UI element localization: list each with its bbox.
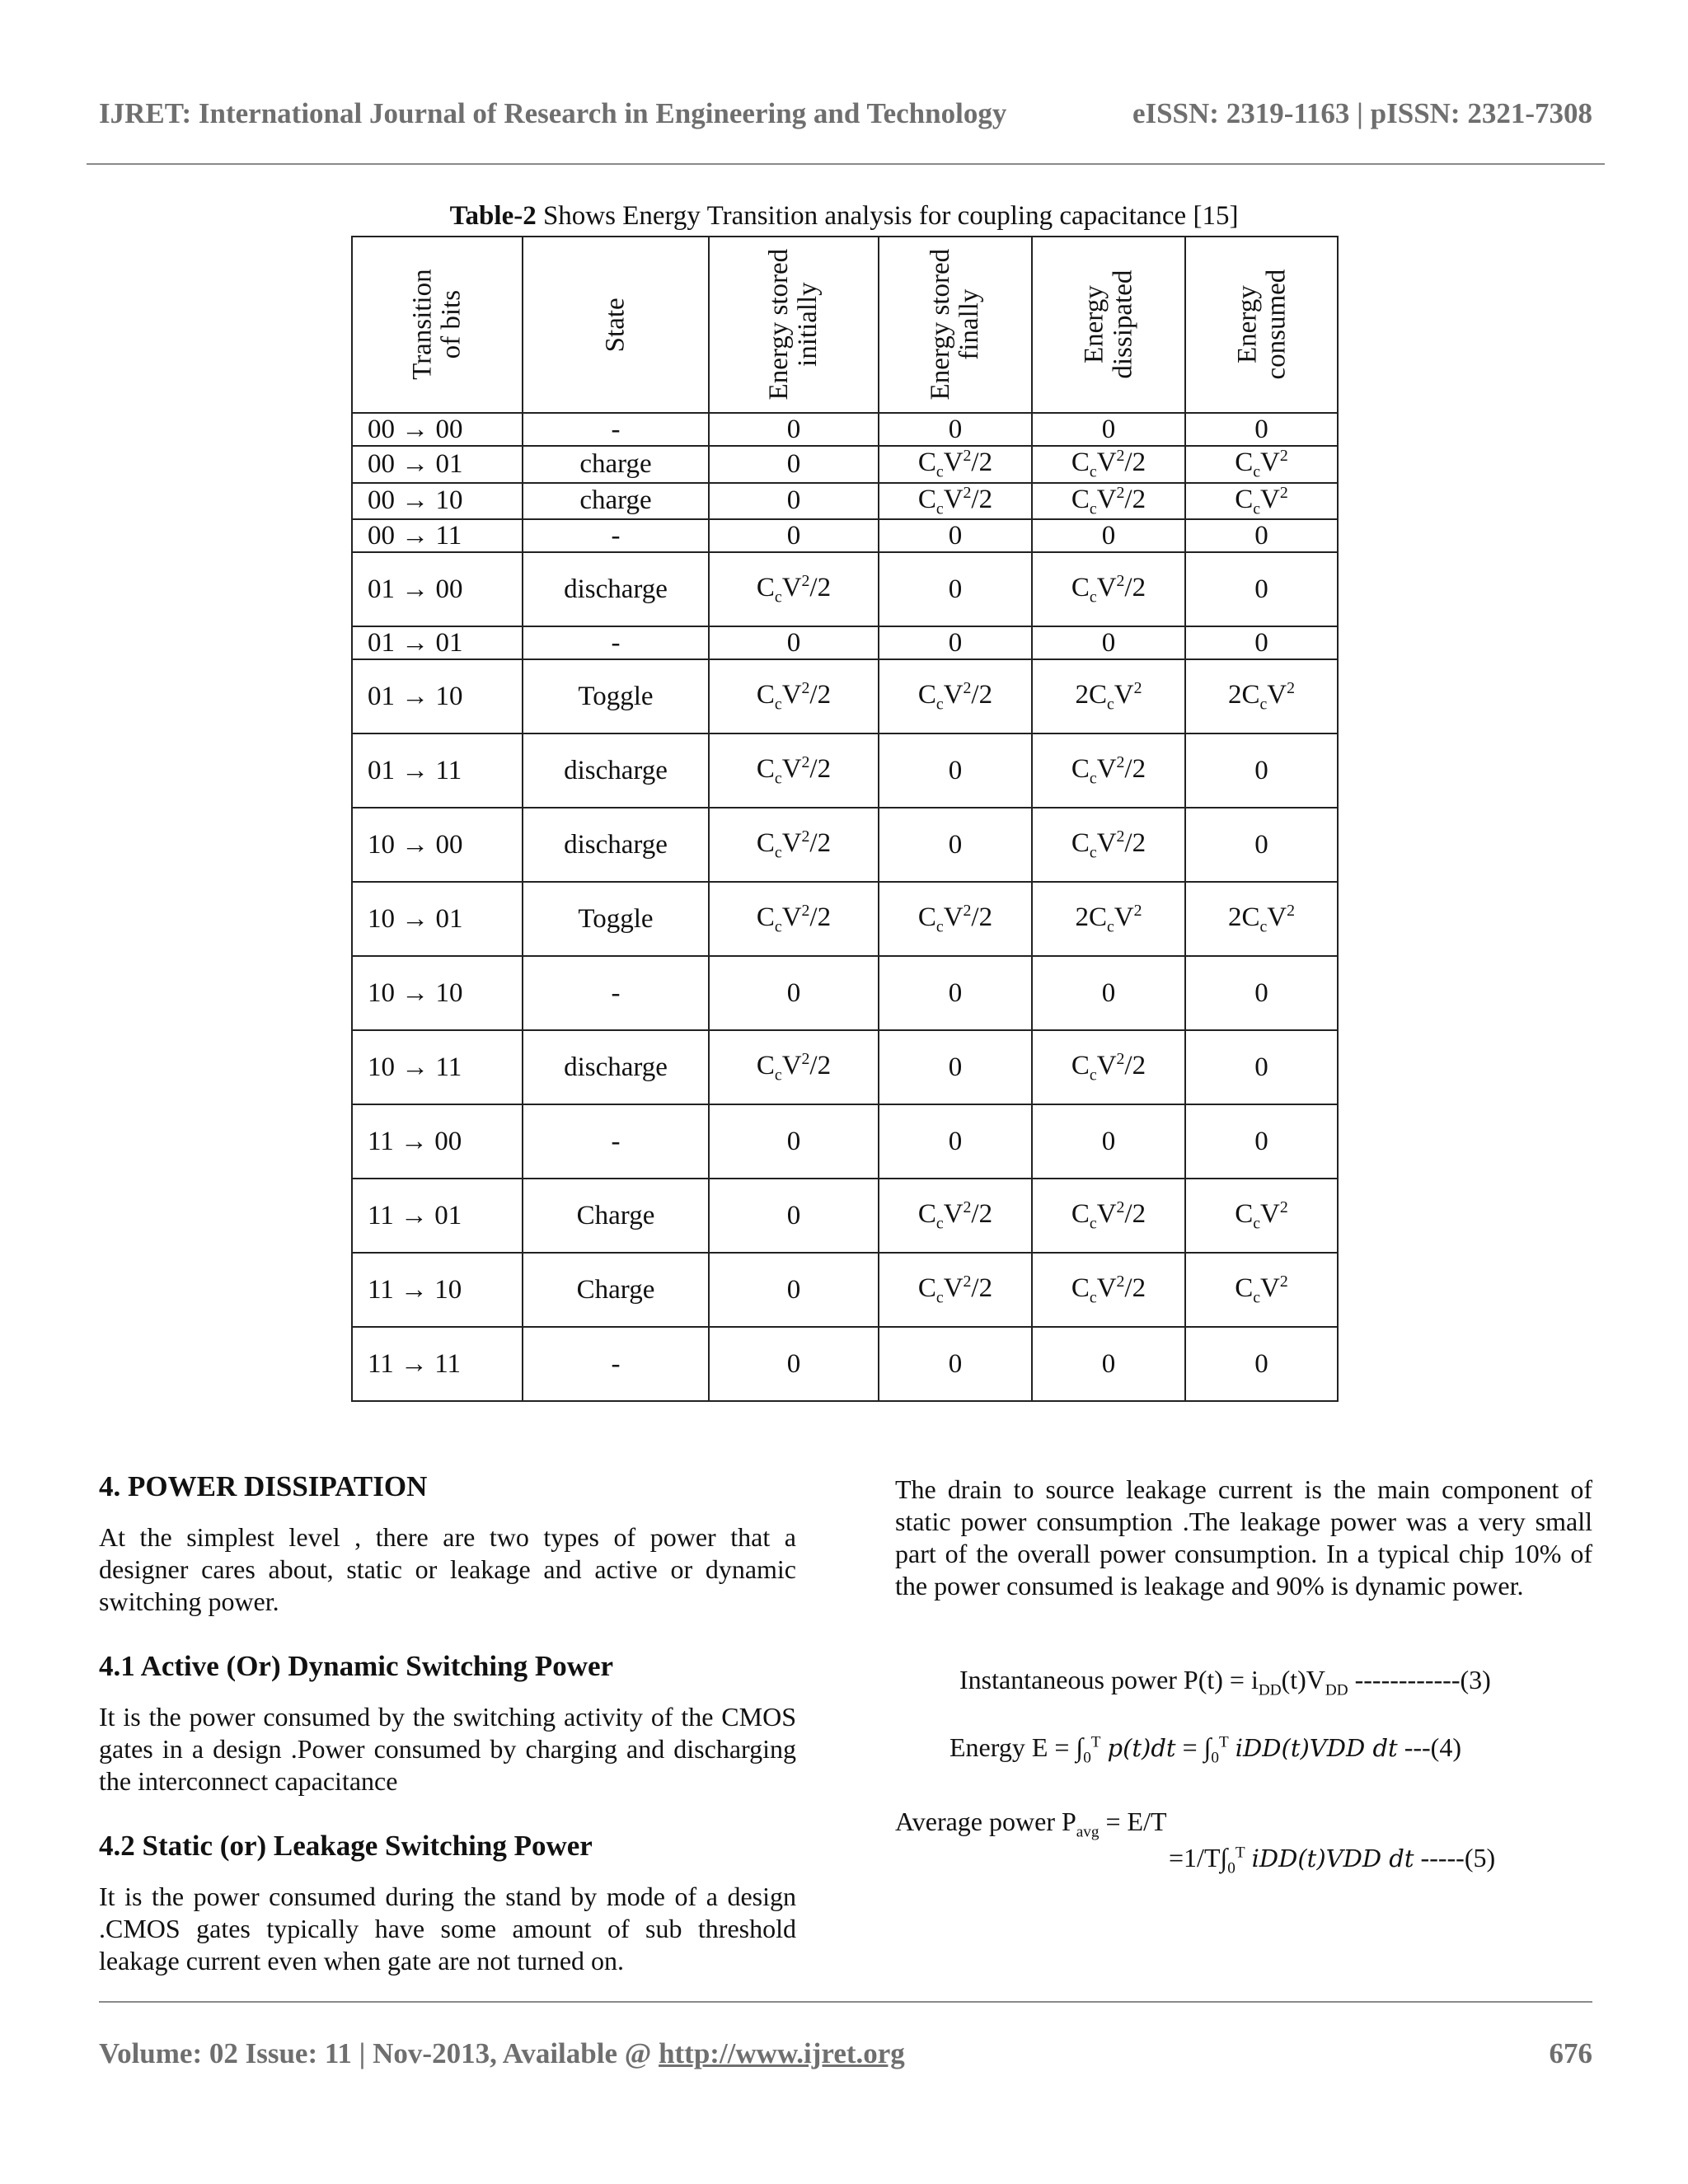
column-header: Energy dissipated xyxy=(1032,237,1185,413)
table-header-row xyxy=(352,237,1338,413)
journal-title: IJRET: International Journal of Research in Engineering and Technology xyxy=(99,97,1007,129)
header-rule xyxy=(87,163,1605,165)
transition-cell: 01 → 01 xyxy=(352,626,523,659)
table-cell: 0 xyxy=(1032,1104,1185,1179)
right-arrow-icon: → xyxy=(401,755,429,785)
table-cell: 0 xyxy=(879,552,1032,626)
table-cell: $C_cV^2/2$ xyxy=(1032,808,1185,882)
table-cell: $C_cV^2/2$ xyxy=(709,1030,879,1104)
table-cell: 0 xyxy=(1185,808,1338,882)
transition-cell: 11 → 01 xyxy=(352,1179,523,1253)
transition-cell: 10 → 11 xyxy=(352,1030,523,1104)
energy-transition-table xyxy=(351,236,1339,1402)
table-cell: $C_cV^2/2$ xyxy=(879,446,1032,483)
table-cell: 0 xyxy=(1185,1030,1338,1104)
right-arrow-icon: → xyxy=(401,977,429,1008)
table-cell: $C_cV^2/2$ xyxy=(709,882,879,956)
issn-numbers: eISSN: 2319-1163 | pISSN: 2321-7308 xyxy=(1132,97,1592,129)
table-cell: $C_cV^2/2$ xyxy=(709,733,879,808)
table-cell: 0 xyxy=(1185,413,1338,446)
table-cell: - xyxy=(523,626,709,659)
table-cell: discharge xyxy=(523,733,709,808)
table-cell: 0 xyxy=(879,626,1032,659)
table-cell: 0 xyxy=(709,1327,879,1401)
dynamic-power-paragraph xyxy=(99,1701,796,1797)
equation-5-line-1: Average power $P_{avg} = E/T$ xyxy=(895,1807,1167,1841)
table-cell: $2C_cV^2$ xyxy=(1032,659,1185,733)
static-power-paragraph xyxy=(99,1881,796,1977)
table-cell: 0 xyxy=(709,1104,879,1179)
table-cell: $C_cV^2/2$ xyxy=(1032,446,1185,483)
table-cell: Toggle xyxy=(523,659,709,733)
footer-rule xyxy=(99,2001,1592,2003)
column-header: Transition of bits xyxy=(352,237,523,413)
transition-cell: 10 → 10 xyxy=(352,956,523,1030)
table-row xyxy=(352,413,1338,446)
table-cell: $C_cV^2/2$ xyxy=(1032,1179,1185,1253)
table-cell: - xyxy=(523,519,709,552)
table-row xyxy=(352,1253,1338,1327)
table-cell: 0 xyxy=(879,808,1032,882)
table-cell: $C_cV^2/2$ xyxy=(879,1253,1032,1327)
integral-sign: ∫ xyxy=(1076,1732,1084,1762)
right-arrow-icon: → xyxy=(401,1200,429,1230)
right-arrow-icon: → xyxy=(401,1274,429,1305)
table-cell: 0 xyxy=(879,519,1032,552)
running-footer xyxy=(99,2037,1592,2070)
leakage-text: The drain to source leakage current is the main component of static power consumption .The leakage power was a very small part of the overall power consumption. In a typical chip 10% of the power consumed is leakage and 90% is dynamic power. xyxy=(895,1474,1592,1601)
table-cell: 0 xyxy=(1032,626,1185,659)
intro-text: At the simplest level , there are two types of power that a designer cares about, static or leakage and active or dynamic switching power. xyxy=(99,1522,796,1616)
table-cell: charge xyxy=(523,483,709,520)
table-body xyxy=(352,413,1338,1401)
right-arrow-icon: → xyxy=(401,1348,429,1379)
column-header: Energy stored finally xyxy=(879,237,1032,413)
table-row xyxy=(352,1030,1338,1104)
table-caption-text: Shows Energy Transition analysis for coupling capacitance [15] xyxy=(536,201,1239,231)
table-cell: 0 xyxy=(1185,519,1338,552)
table-cell: 0 xyxy=(879,1104,1032,1179)
table-cell: 0 xyxy=(709,483,879,520)
table-cell: 0 xyxy=(1032,413,1185,446)
table-cell: 0 xyxy=(709,413,879,446)
transition-cell: 11 → 00 xyxy=(352,1104,523,1179)
table-row xyxy=(352,626,1338,659)
table-cell: 0 xyxy=(879,413,1032,446)
table-cell: $2C_cV^2$ xyxy=(1185,659,1338,733)
right-arrow-icon: → xyxy=(401,681,429,711)
table-cell: $C_cV^2/2$ xyxy=(879,483,1032,520)
right-arrow-icon: → xyxy=(401,903,429,934)
table-row xyxy=(352,519,1338,552)
table-cell: $C_cV^2/2$ xyxy=(1032,733,1185,808)
table-cell: 0 xyxy=(709,1253,879,1327)
table-cell: 0 xyxy=(709,956,879,1030)
transition-cell: 00 → 00 xyxy=(352,413,523,446)
table-cell: charge xyxy=(523,446,709,483)
table-row xyxy=(352,956,1338,1030)
right-arrow-icon: → xyxy=(401,414,429,444)
right-arrow-icon: → xyxy=(401,520,429,551)
table-cell: $C_cV^2/2$ xyxy=(1032,483,1185,520)
table-cell: $C_cV^2/2$ xyxy=(709,552,879,626)
table-cell: Toggle xyxy=(523,882,709,956)
table-cell: $C_cV^2/2$ xyxy=(1032,1253,1185,1327)
table-cell: Charge xyxy=(523,1179,709,1253)
table-cell: 0 xyxy=(709,1179,879,1253)
transition-cell: 10 → 01 xyxy=(352,882,523,956)
transition-cell: 00 → 01 xyxy=(352,446,523,483)
table-cell: $C_cV^2$ xyxy=(1185,483,1338,520)
transition-cell: 00 → 11 xyxy=(352,519,523,552)
table-row xyxy=(352,808,1338,882)
section-heading-power-dissipation: 4. POWER DISSIPATION xyxy=(99,1470,428,1502)
equation-4: Energy $E = \int_0^T$ $p(t)dt = \int_0^T$ iDD(t)VDD dt ---(4) xyxy=(950,1732,1461,1767)
table-cell: discharge xyxy=(523,1030,709,1104)
table-cell: $C_cV^2$ xyxy=(1185,1253,1338,1327)
right-arrow-icon: → xyxy=(401,485,429,516)
transition-cell: 01 → 11 xyxy=(352,733,523,808)
dynamic-power-text: It is the power consumed by the switching activity of the CMOS gates in a design .Power consumed by charging and discharging the interconnect capacitance xyxy=(99,1702,796,1796)
volume-info: Volume: 02 Issue: 11 | Nov-2013, Available @ http://www.ijret.org xyxy=(99,2037,905,2069)
transition-cell: 11 → 11 xyxy=(352,1327,523,1401)
table-cell: $2C_cV^2$ xyxy=(1185,882,1338,956)
table-cell: $C_cV^2/2$ xyxy=(1032,552,1185,626)
running-header xyxy=(99,97,1592,130)
column-header: Energy stored initially xyxy=(709,237,879,413)
table-cell: 0 xyxy=(879,956,1032,1030)
table-cell: - xyxy=(523,413,709,446)
table-cell: discharge xyxy=(523,552,709,626)
page-number: 676 xyxy=(1549,2037,1592,2069)
transition-cell: 01 → 00 xyxy=(352,552,523,626)
transition-cell: 10 → 00 xyxy=(352,808,523,882)
table-cell: 0 xyxy=(1185,552,1338,626)
table-cell: $2C_cV^2$ xyxy=(1032,882,1185,956)
table-cell: - xyxy=(523,1104,709,1179)
table-row xyxy=(352,552,1338,626)
column-header: Energy consumed xyxy=(1185,237,1338,413)
table-row xyxy=(352,1327,1338,1401)
table-caption-label: Table-2 xyxy=(449,201,537,231)
table-cell: Charge xyxy=(523,1253,709,1327)
table-cell: 0 xyxy=(1185,1104,1338,1179)
transition-cell: 00 → 10 xyxy=(352,483,523,520)
journal-link[interactable]: http://www.ijret.org xyxy=(659,2037,905,2069)
table-cell: 0 xyxy=(1032,956,1185,1030)
table-cell: discharge xyxy=(523,808,709,882)
table-row xyxy=(352,446,1338,483)
table-cell: 0 xyxy=(709,446,879,483)
table-cell: 0 xyxy=(1185,626,1338,659)
table-row xyxy=(352,1104,1338,1179)
right-arrow-icon: → xyxy=(401,574,429,604)
table-cell: 0 xyxy=(879,1030,1032,1104)
table-caption xyxy=(351,201,1337,232)
transition-cell: 01 → 10 xyxy=(352,659,523,733)
table-row xyxy=(352,659,1338,733)
column-header: State xyxy=(523,237,709,413)
table-cell: $C_cV^2/2$ xyxy=(709,808,879,882)
right-arrow-icon: → xyxy=(401,829,429,860)
table-cell: - xyxy=(523,1327,709,1401)
right-arrow-icon: → xyxy=(401,448,429,479)
table-cell: $C_cV^2/2$ xyxy=(879,1179,1032,1253)
table-cell: - xyxy=(523,956,709,1030)
table-row xyxy=(352,882,1338,956)
table-cell: 0 xyxy=(1032,519,1185,552)
leakage-paragraph xyxy=(895,1474,1592,1602)
static-power-text: It is the power consumed during the stand by mode of a design .CMOS gates typically have some amount of sub threshold leakage current even when gate are not turned on. xyxy=(99,1882,796,1975)
table-row xyxy=(352,733,1338,808)
table-cell: 0 xyxy=(879,1327,1032,1401)
table-cell: 0 xyxy=(709,519,879,552)
table-cell: 0 xyxy=(1185,956,1338,1030)
table-cell: $C_cV^2/2$ xyxy=(709,659,879,733)
table-cell: $C_cV^2$ xyxy=(1185,446,1338,483)
intro-paragraph xyxy=(99,1521,796,1618)
subsection-heading-dynamic-power: 4.1 Active (Or) Dynamic Switching Power xyxy=(99,1650,614,1682)
right-arrow-icon: → xyxy=(401,627,429,658)
integral-sign: ∫ xyxy=(1203,1732,1212,1762)
table-cell: 0 xyxy=(879,733,1032,808)
transition-cell: 11 → 10 xyxy=(352,1253,523,1327)
table-cell: 0 xyxy=(1185,733,1338,808)
table-cell: $C_cV^2$ xyxy=(1185,1179,1338,1253)
right-arrow-icon: → xyxy=(401,1126,429,1156)
table-cell: $C_cV^2/2$ xyxy=(1032,1030,1185,1104)
integral-sign: ∫ xyxy=(1220,1843,1228,1872)
equation-5-line-2: $=1/T\int_0^T$ iDD(t)VDD dt -----(5) xyxy=(1169,1843,1496,1877)
right-arrow-icon: → xyxy=(401,1052,429,1082)
table-cell: 0 xyxy=(709,626,879,659)
table-row xyxy=(352,1179,1338,1253)
table-row xyxy=(352,483,1338,520)
table-cell: $C_cV^2/2$ xyxy=(879,882,1032,956)
table-cell: 0 xyxy=(1185,1327,1338,1401)
table-cell: $C_cV^2/2$ xyxy=(879,659,1032,733)
table-cell: 0 xyxy=(1032,1327,1185,1401)
equation-3: Instantaneous power $P(t) = i_{DD}(t)V_{DD}$ ------------(3) xyxy=(959,1665,1491,1699)
subsection-heading-static-power: 4.2 Static (or) Leakage Switching Power xyxy=(99,1830,593,1862)
